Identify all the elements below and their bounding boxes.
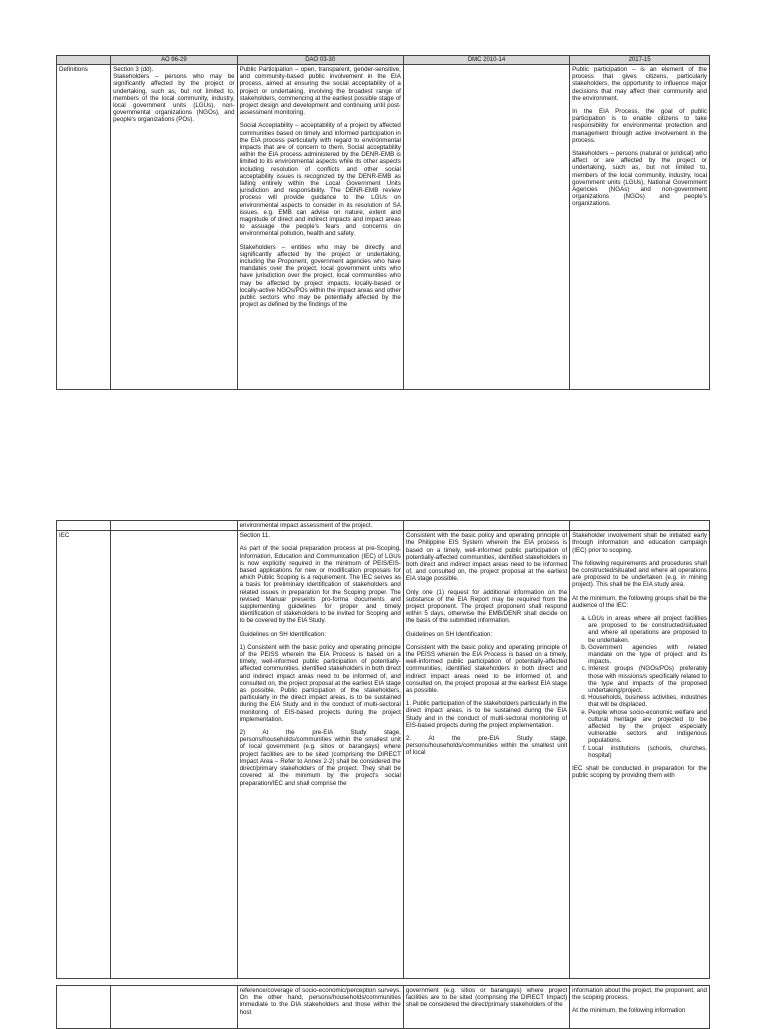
ao-cell: [111, 521, 238, 531]
mc-text: information about the project, the proponent, and the scoping process.: [572, 987, 707, 1002]
table-section-continuation: [56, 985, 710, 1029]
list-item: f. Local institutions (schools, churches, hospital): [588, 745, 707, 759]
dao-text: reference/coverage of socio-economic/perception surveys. On the other hand, persons/households/communities immediate to the DIA stakeholders and those within the host: [239, 987, 401, 1016]
mc-text: Stakeholders – persons (natural or juridical) who affect or are affected by the project or undertaking, such as, but not limited to, members of the local community, industry, local government units (LGUs), National Government Agencies (NGAs) and non-government organizations (NGOs) and people's organizations.: [572, 150, 707, 208]
table-section-definitions: [56, 55, 710, 390]
ao-text: Section 3 (dd).: [113, 66, 154, 73]
row-label: Definitions: [57, 65, 111, 390]
dao-cell: environmental impact assessment of the project.: [237, 521, 403, 531]
mc-text: At the minimum, the following groups shall be the audience of the IEC:: [572, 594, 707, 609]
header-dao: DAO 03-30: [237, 56, 403, 65]
header-cell-blank: [57, 56, 111, 65]
table-row-definitions: [57, 65, 710, 390]
dao-text: Social Acceptability – acceptability of a project by affected communities based on timely and informed participation in the EIA process particularly with regard to environmental impacts that are of concern to them. Social acceptability within the EIA process administered by the DENR-EMB is limited to its environmental aspects while its other aspects including resolution of conflicts and other social acceptability issues is recognized by the DENR-EMB as falling entirely within the Local Government Units jurisdiction and responsibility. The DENR-EMB review process will provide guidance to the LGUs on environmental aspects to consider in its resolution of SA issues, e.g. EMB can advise on nature, extent and magnitude of direct and indirect impacts and impact areas to assuage the people's fears and concerns on environmental pollution, health and safety.: [239, 122, 401, 238]
table-row-iec: [57, 531, 710, 979]
dmc-text: government (e.g. sitios or barangays) where project facilities are to be sited (comprising the DIRECT Impact) shall be considered the direct/primary stakeholders of the: [405, 987, 568, 1009]
dao-cell: [237, 65, 403, 390]
list-item: e. People whose socio-economic welfare and cultural heritage are projected to be affected by the project especially vulnerable sectors and indigenous populations.: [588, 709, 707, 745]
dmc-cell: [403, 521, 569, 531]
comparison-table: [56, 55, 710, 390]
dao-cell: [237, 986, 403, 1029]
list-item: b. Government agencies with related mandate on the type of project and its impacts.: [588, 644, 707, 666]
dmc-text: Consistent with the basic policy and operating principle of the PEISS wherein the EIA Process is based on a timely, well-informed public participation of potentially-affected communities, identified stakeholders in both direct and indirect impact areas need to be informed of, and consulted on, the project proposal at the earliest EIA stage as possible.: [405, 643, 568, 695]
mc-text: The following requirements and procedures shall be constructed/situated and where all operations are proposed to be undertaken (e.g. in mining project). This shall be the EIA study area.: [572, 559, 707, 589]
dao-text: Guidelines on SH Identification:: [239, 630, 326, 638]
comparison-table: [56, 520, 710, 979]
table-section-iec: [56, 520, 710, 979]
header-dmc: DMC 2010-14: [403, 56, 569, 65]
list-item: a. LGUs in areas where all project facilities are proposed to be constructed/situated and where all operations are proposed to be undertaken.: [588, 615, 707, 644]
mc2017-cell: [570, 65, 710, 390]
dmc-cell: [403, 986, 569, 1029]
row-label: [57, 521, 111, 531]
ao-text: Stakeholders – persons who may be significantly affected by the project or undertaking, such as, but not limited to, members of the local community, industry, local government units (LGUs), non-governmental organizations (NGOs), and people's organizations (POs).: [113, 73, 235, 124]
dao-text: Stakeholders – entities who may be directly and significantly affected by the project or undertaking, including the Proponent, government agencies who have mandates over the project, local government units who have jurisdiction over the project, local communities who may be affected by project impacts, locally-based or locally-active NGOs/POs within the impact areas and other public sectors who may be potentially affected by the project as defined by the findings of the: [239, 243, 401, 309]
dmc-text: Only one (1) request for additional information on the substance of the EIA Report may be required from the project proponent. The project proponent shall respond within 5 days, otherwise the EMB/DENR shall decide on the basis of the submitted information.: [405, 588, 568, 625]
mc-text: Stakeholder involvement shall be initiated early through information and education campaign (IEC) prior to scoping.: [572, 532, 707, 554]
dmc-text: 1. Public participation of the stakeholders particularly in the direct impact areas, is to be sustained during the EIA Study and in the conduct of multi-sectoral monitoring of EIS-based projects during the project implementation.: [405, 700, 568, 729]
dao-text: 2) At the pre-EIA Study stage, persons/households/communities within the smallest unit of local government (e.g. sitios or barangays) where project facilities are to be sited (comprising the DIRECT Impact Area – Refer to Annex 2-2) shall be considered the direct/primary stakeholders of the project. They shall be covered at the minimum by the project's social preparation/IEC and shall comprise the: [239, 729, 401, 787]
list-item: c. Interest groups (NGOs/POs) preferably those with missions/s specifically related to the type and impacts of the proposed undertaking/project.: [588, 665, 707, 694]
dmc-cell: [403, 531, 569, 979]
ao-cell: [111, 65, 238, 390]
header-2017: 2017-15: [570, 56, 710, 65]
table-row-continuation: [57, 521, 710, 531]
dmc-text: Guidelines on SH Identification:: [405, 630, 493, 638]
row-label: IEC: [57, 531, 111, 979]
dao-cell: [237, 531, 403, 979]
mc-text: IEC shall be conducted in preparation for the public scoping by providing them with: [572, 765, 707, 780]
mc2017-cell: [570, 531, 710, 979]
mc-text: Public participation – is an element of the process that gives citizens, particularly stakeholders, the opportunity to influence major decisions that may affect their community and the environment.: [572, 66, 707, 102]
dao-text: 1) Consistent with the basic policy and operating principle of the PEISS wherein the EIA Process is based on a timely, well-informed public participation of potentially-affected communities, identified stakeholders in both direct and indirect impact areas need to be informed of, and consulted on, the project proposal at the earliest EIA stage as possible. Public participation of the stakeholders, particularly in the direct impact areas, is to be sustained during the EIA Study and in the conduct of multi-sectoral monitoring of EIS-based projects during the project implementation.: [239, 643, 401, 723]
list-item: d. Households, business activities, industries that will be displaced.: [588, 694, 707, 708]
mc2017-cell: [570, 986, 710, 1029]
table-row: [57, 986, 710, 1029]
mc-text: At the minimum, the following information: [572, 1007, 686, 1015]
mc-text: In the EIA Process, the goal of public participation is to enable citizens to take responsibility for environmental protection and management through active involvement in the process.: [572, 108, 707, 144]
header-ao: AO 96-29: [111, 56, 238, 65]
comparison-table: [56, 985, 710, 1029]
dmc-text: Consistent with the basic policy and operating principle of the Philippine EIS System wherein the EIA process is based on a timely, well-informed public participation of potentially-affected communities, identified stakeholders in both direct and indirect impact areas need to be informed of, and consulted on, the project proposal at the earliest EIA stage possible.: [405, 532, 568, 583]
ao-cell: [111, 986, 238, 1029]
row-label: [57, 986, 111, 1029]
dao-text: Section 11.: [239, 532, 271, 540]
mc2017-cell: [570, 521, 710, 531]
table-header-row: [57, 56, 710, 65]
dao-text: As part of the social preparation process at pre-Scoping, Information, Education and Communication (IEC) of LGUs is now explicitly required in the minimum of PEIS/EIS-based applications for new or modification proposals for which Public Scoping is a requirement. The IEC serves as a basis for preliminary identification of stakeholders and related issues in preparation for the Scoping proper. The revised Manual presents pro-forma documents and supplementing guidelines for proper and timely identification of stakeholders to be invited for Scoping and to be covered by the EIA Study.: [239, 545, 401, 625]
ao-cell: [111, 531, 238, 979]
audience-list: [572, 615, 707, 759]
dao-text: Public Participation – open, transparent, gender-sensitive, and community-based public involvement in the EIA process, aimed at ensuring the social acceptability of a project or undertaking, involving the broadest range of stakeholders, commencing at the earliest possible stage of project design and development and continuing until post-assessment monitoring.: [239, 66, 401, 117]
dmc-cell: [403, 65, 569, 390]
dmc-text: 2. At the pre-EIA Study stage, persons/households/communities within the smallest unit of local: [405, 735, 568, 757]
